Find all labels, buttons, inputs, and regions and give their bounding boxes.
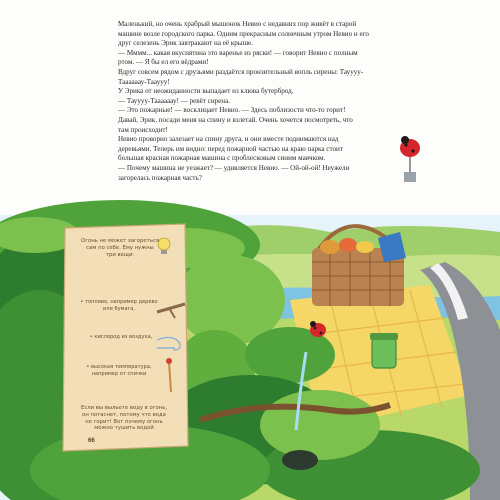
story-line: — Тауууу-Таааааау! — ревёт сирена.	[118, 96, 231, 105]
story-line: друг селезень Эрик завтракают на её крыше.	[118, 39, 253, 48]
story-line: — Мммм... какая вкуснятина это варенье из ряски! — говорит Невио с полным	[118, 48, 358, 57]
story-line: — Это пожарные! — восклицает Невио. — Здесь поблизости что-то горит!	[118, 106, 346, 115]
note-item-heat	[77, 364, 161, 377]
smoke	[282, 450, 318, 470]
note-intro	[79, 238, 161, 258]
note-line: или бумага,	[102, 305, 136, 312]
fire-fact-note	[57, 222, 192, 454]
note-line: сам по себе. Ему нужны	[86, 244, 154, 251]
note-line: три вещи:	[105, 251, 135, 258]
note-line: например от спички	[91, 370, 147, 377]
story-line: Маленький, но очень храбрый мышонок Невио с недавних пор живёт в старой	[118, 20, 357, 28]
story-line: деревьями. Теперь им видно: перед пожарной частью на краю парка стоит	[118, 144, 343, 153]
story-line: загорелась пожарная часть?	[118, 173, 202, 182]
note-line: Если вы выльете воду в огонь,	[80, 405, 168, 411]
story-line: машине возле городского парка. Одним прекрасным солнечным утром Невио и его	[118, 29, 369, 38]
note-line: • высокая температура,	[86, 364, 152, 370]
note-line: можно тушить водой	[94, 425, 154, 432]
note-line: • кислород из воздуха,	[89, 334, 153, 340]
note-line: Огонь не может загореться	[81, 238, 159, 244]
note-line: не горит! Вот почему огонь	[85, 418, 163, 425]
story-line: Вдруг совсем рядом с друзьями раздаётся пронзительный вопль сирены: Тауууу-	[118, 67, 364, 76]
story-line: большая красная пожарная машина с проблесковым синим маячком.	[118, 154, 326, 163]
story-line: ртом. — Я бы ел его вёдрами!	[118, 58, 209, 67]
note-outro	[69, 405, 179, 432]
jar-icon	[370, 333, 398, 368]
page-number: 66	[88, 438, 95, 444]
note-item-fuel	[77, 299, 161, 312]
note-line: он потаснет, потому что вода	[82, 411, 166, 418]
note-item-oxygen	[79, 334, 163, 341]
story-line: Таааааау-Тааууу!	[118, 77, 170, 86]
story-line: У Эрика от неожиданности выпадает из клюва бутерброд.	[118, 87, 294, 96]
note-line: • топливо, например дерево	[80, 299, 158, 305]
story-line: Невио проворно залезает на спину друга, и они вместе поднимаются над	[118, 135, 339, 144]
story-line: там происходит!	[118, 125, 168, 134]
story-line: — Почему машина не уезжает? — удивляется Невио. — Ой-ой-ой! Неужели	[118, 163, 350, 172]
story-text	[118, 20, 408, 183]
story-line: Давай, Эрик, посади меня на спину и взлетай. Очень хочется посмотреть, что	[118, 115, 353, 124]
